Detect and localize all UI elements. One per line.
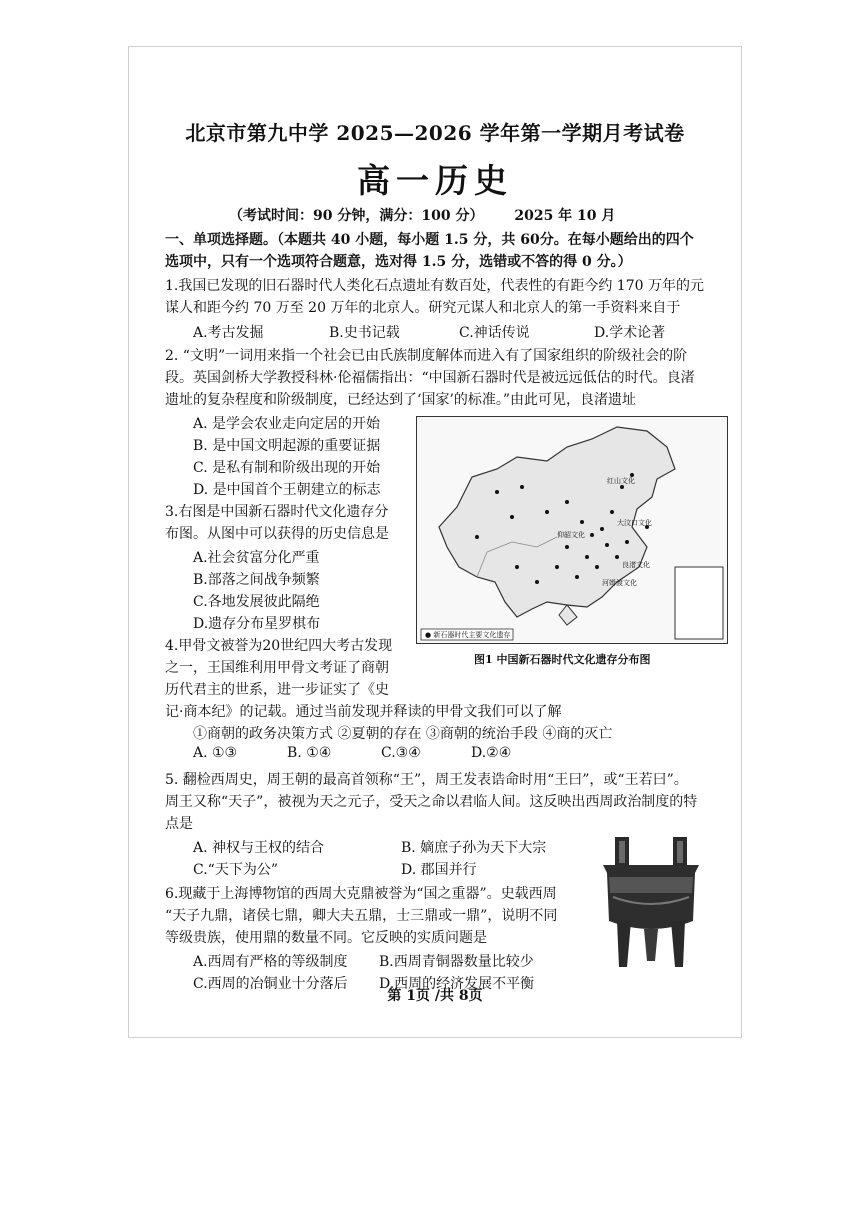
q1-option-a[interactable]: A.考古发掘 xyxy=(193,325,264,341)
exam-meta xyxy=(229,205,641,225)
q6-line: 6.现藏于上海博物馆的西周大克鼎被誉为“国之重器”。史载西周 xyxy=(165,886,557,902)
map-caption: 图1 中国新石器时代文化遗存分布图 xyxy=(474,653,651,666)
q2-option-c[interactable]: C. 是私有制和阶级出现的开始 xyxy=(193,460,381,476)
q5-line: 周王又称“天子”，被视为天之元子，受天之命以君临人间。这反映出西周政治制度的特 xyxy=(165,794,698,810)
q4-line: 历代君主的世系，进一步证实了《史 xyxy=(165,682,389,698)
q6-option-b[interactable]: B.西周青铜器数量比较少 xyxy=(379,954,534,970)
q4-line: 记·商本纪》的记载。通过当前发现并释读的甲骨文我们可以了解 xyxy=(165,704,562,720)
map-label: 良渚文化 xyxy=(622,561,650,569)
china-map-icon xyxy=(417,417,727,643)
q4-option-a[interactable]: A. ①③ xyxy=(193,745,238,761)
q5-line: 点是 xyxy=(165,816,193,832)
section-instruction-2: 选项中，只有一个选项符合题意，选对得 1.5 分，选错或不答的得 0 分。） xyxy=(165,254,632,270)
q6-option-c[interactable]: C.西周的冶铜业十分落后 xyxy=(193,976,348,992)
page-footer: 第 1页 /共 8页 xyxy=(387,988,483,1004)
q5-option-a[interactable]: A. 神权与王权的结合 xyxy=(193,840,325,856)
q3-option-d[interactable]: D.遗存分布星罗棋布 xyxy=(193,616,321,632)
q1-option-c[interactable]: C.神话传说 xyxy=(459,325,530,341)
q1-option-b[interactable]: B.史书记载 xyxy=(329,325,400,341)
q2-option-d[interactable]: D. 是中国首个王朝建立的标志 xyxy=(193,482,381,498)
q4-items: ①商朝的政务决策方式 ②夏朝的存在 ③商朝的统治手段 ④商的灭亡 xyxy=(193,726,613,742)
q4-option-b[interactable]: B. ①④ xyxy=(287,745,332,761)
q4-line: 之一，王国维利用甲骨文考证了商朝 xyxy=(165,660,389,676)
q3-line: 3.右图是中国新石器时代文化遗存分 xyxy=(165,504,389,520)
q6-line: 等级贵族，使用鼎的数量不同。它反映的实质问题是 xyxy=(165,930,487,946)
q5-option-d[interactable]: D. 郡国并行 xyxy=(401,862,477,878)
map-legend: ● 新石器时代主要文化遗存 xyxy=(425,631,511,639)
q6-option-a[interactable]: A.西周有严格的等级制度 xyxy=(193,954,348,970)
q5-line: 5. 翻检西周史，周王朝的最高首领称“王”，周王发表诰命时用“王曰”，或“王若曰”。 xyxy=(165,772,688,788)
q4-line: 4.甲骨文被誉为20世纪四大考古发现 xyxy=(165,638,393,654)
q5-option-c[interactable]: C.“天下为公” xyxy=(193,862,278,878)
q5-option-b[interactable]: B. 嫡庶子孙为天下大宗 xyxy=(401,840,547,856)
q1-option-d[interactable]: D.学术论著 xyxy=(594,325,666,341)
exam-title: 北京市第九中学 2025—2026 学年第一学期月考试卷 xyxy=(185,121,685,145)
q3-option-b[interactable]: B.部落之间战争频繁 xyxy=(193,572,320,588)
bronze-ding-icon xyxy=(597,833,705,975)
map-label: 仰韶文化 xyxy=(557,531,585,539)
section-instruction-1: 一、单项选择题。（本题共 40 小题，每小题 1.5 分，共 60分。在每小题给出的四个 xyxy=(165,232,694,248)
q2-line: 遗址的复杂程度和阶级制度，已经达到了‘国家’的标准。”由此可见，良渚遗址 xyxy=(165,392,637,408)
q6-line: “天子九鼎，诸侯七鼎，卿大夫五鼎，士三鼎或一鼎”，说明不同 xyxy=(165,908,558,924)
q2-line: 2. “文明”一词用来指一个社会已由氏族制度解体而进入有了国家组织的阶级社会的阶 xyxy=(165,348,688,364)
q2-option-b[interactable]: B. 是中国文明起源的重要证据 xyxy=(193,438,381,454)
q3-option-c[interactable]: C.各地发展彼此隔绝 xyxy=(193,594,320,610)
q1-line: 谋人和距今约 70 万至 20 万年的北京人。研究元谋人和北京人的第一手资料来自于 xyxy=(165,300,681,316)
map-label: 河姆渡文化 xyxy=(602,579,637,587)
exam-page xyxy=(128,46,742,1038)
q6-option-d[interactable]: D.西周的经济发展不平衡 xyxy=(379,976,535,992)
q2-option-a[interactable]: A. 是学会农业走向定居的开始 xyxy=(193,416,381,432)
q4-option-d[interactable]: D.②④ xyxy=(471,745,512,761)
q3-option-a[interactable]: A.社会贫富分化严重 xyxy=(193,550,320,566)
q2-line: 段。英国剑桥大学教授科林·伦福儒指出：“中国新石器时代是被远远低估的时代。良渚 xyxy=(165,370,695,386)
map-label: 大汶口文化 xyxy=(617,519,652,527)
q4-option-c[interactable]: C.③④ xyxy=(381,745,421,761)
q1-line: 1.我国已发现的旧石器时代人类化石点遗址有数百处，代表性的有距今约 170 万年的元 xyxy=(165,278,704,294)
exam-time: （考试时间：90 分钟，满分：100 分） xyxy=(229,208,484,224)
exam-subtitle: 高一历史 xyxy=(357,161,513,200)
exam-date: 2025 年 10 月 xyxy=(514,208,616,224)
neolithic-map-figure xyxy=(416,416,728,644)
map-label: 红山文化 xyxy=(607,477,635,485)
q3-line: 布图。从图中可以获得的历史信息是 xyxy=(165,526,389,542)
